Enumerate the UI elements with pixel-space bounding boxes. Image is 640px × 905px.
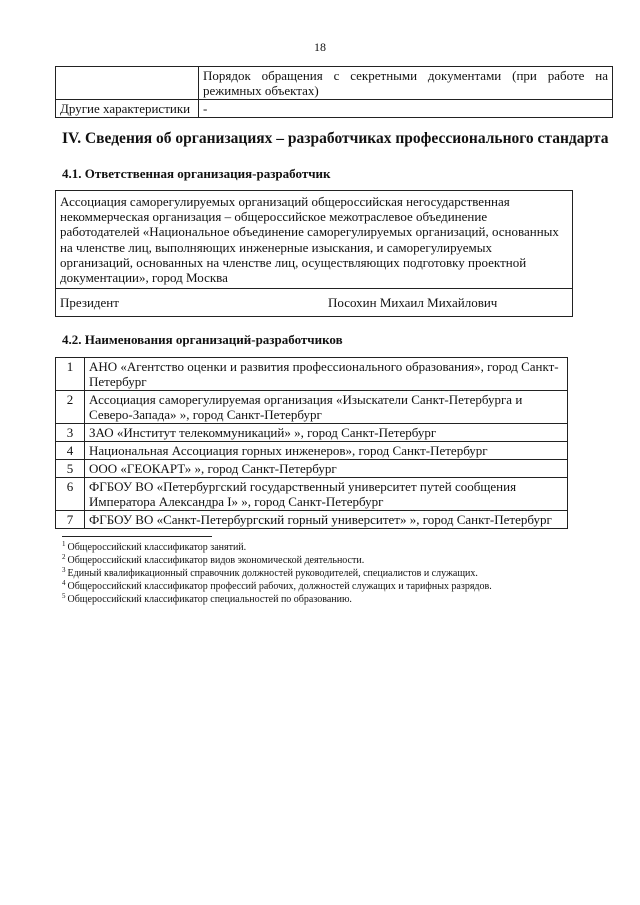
developers-heading: 4.2. Наименования организаций-разработчиков (62, 332, 343, 347)
footnote (62, 580, 602, 593)
organization-name: ЗАО «Институт телекоммуникаций» », город Санкт-Петербург (85, 424, 568, 442)
organization-name: Ассоциация саморегулируемая организация «Изыскатели Санкт-Петербурга и Северо-Запада» », город Санкт-Петербург (85, 391, 568, 424)
row-number: 2 (56, 391, 85, 424)
footnote-text: Общероссийский классификатор специальностей по образованию. (67, 594, 352, 605)
footnote-text: Единый квалификационный справочник должностей руководителей, специалистов и служащих. (67, 568, 478, 579)
footnote-number: 3 (62, 565, 66, 574)
footnote-number: 1 (62, 539, 66, 548)
characteristics-table (55, 66, 613, 118)
row-number: 7 (56, 511, 85, 529)
row-number: 1 (56, 358, 85, 391)
footnotes (62, 541, 602, 606)
table-row (56, 191, 573, 289)
organization-name: Национальная Ассоциация горных инженеров», город Санкт-Петербург (85, 442, 568, 460)
organization-name: ФГБОУ ВО «Петербургский государственный университет путей сообщения Императора Александра I» », город Санкт-Петербург (85, 478, 568, 511)
organization-name: Ассоциация саморегулируемых организаций общероссийская негосударственная некоммерческая организация – общероссийское межотраслевое объединение работодателей «Национальное объединение саморегулируемых организаций, основанных на членстве лиц, выполняющих инженерные изыскания, и саморегулируемых организаций, основанных на членстве лиц, осуществляющих подготовку проектной документации», город Москва (56, 191, 573, 289)
footnote-number: 4 (62, 578, 66, 587)
developers-table (55, 357, 568, 529)
table-row (56, 478, 568, 511)
row-number: 6 (56, 478, 85, 511)
table-row (56, 442, 568, 460)
footnote-text: Общероссийский классификатор профессий рабочих, должностей служащих и тарифных разрядов. (67, 581, 492, 592)
footnote (62, 567, 602, 580)
row-number: 3 (56, 424, 85, 442)
row-number: 4 (56, 442, 85, 460)
table-row (56, 289, 573, 317)
footnote-divider (62, 536, 212, 537)
responsible-org-heading: 4.1. Ответственная организация-разработчик (62, 166, 331, 181)
table-row (56, 511, 568, 529)
footnote-number: 5 (62, 591, 66, 600)
footnote (62, 541, 602, 554)
row-number: 5 (56, 460, 85, 478)
table-row (56, 100, 613, 118)
table-cell-label (56, 67, 199, 100)
footnote-text: Общероссийский классификатор занятий. (67, 542, 247, 553)
section-heading: IV. Сведения об организациях – разработчиках профессионального стандарта (62, 130, 609, 147)
table-cell-label: Другие характеристики (56, 100, 199, 118)
person-name: Посохин Михаил Михайлович (324, 289, 573, 317)
footnote (62, 554, 602, 567)
organization-name: АНО «Агентство оценки и развития профессионального образования», город Санкт-Петербург (85, 358, 568, 391)
position-title: Президент (56, 289, 325, 317)
table-cell-value: - (199, 100, 613, 118)
table-row (56, 424, 568, 442)
organization-name: ФГБОУ ВО «Санкт-Петербургский горный университет» », город Санкт-Петербург (85, 511, 568, 529)
table-row (56, 460, 568, 478)
table-row (56, 358, 568, 391)
responsible-org-table (55, 190, 573, 317)
table-row (56, 67, 613, 100)
table-cell-value: Порядок обращения с секретными документами (при работе на режимных объектах) (199, 67, 613, 100)
footnote-number: 2 (62, 552, 66, 561)
table-row (56, 391, 568, 424)
footnote (62, 593, 602, 606)
page-number: 18 (314, 40, 326, 54)
organization-name: ООО «ГЕОКАРТ» », город Санкт-Петербург (85, 460, 568, 478)
footnote-text: Общероссийский классификатор видов экономической деятельности. (67, 555, 365, 566)
